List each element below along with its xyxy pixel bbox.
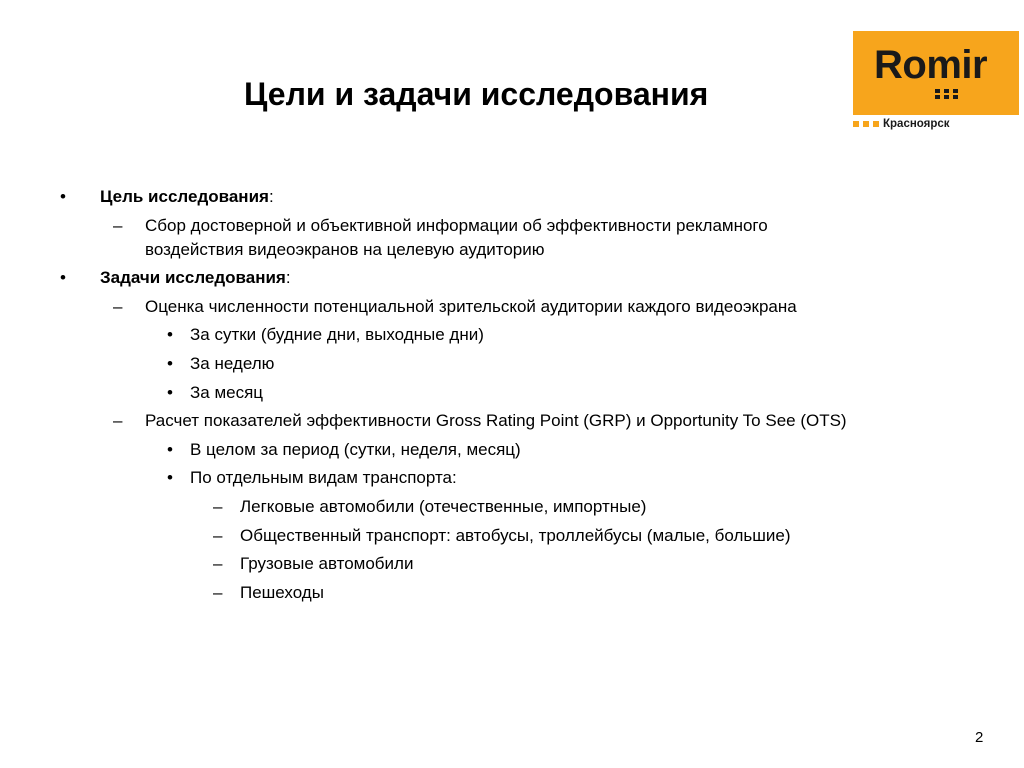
logo-dots-icon [935, 89, 967, 99]
transport-type: Грузовые автомобили [240, 554, 414, 573]
task-1-item: За сутки (будние дни, выходные дни) [190, 325, 484, 344]
bullet-marker: • [167, 440, 173, 459]
dash-marker: – [113, 216, 123, 235]
bullet-marker: • [167, 325, 173, 344]
transport-type: Пешеходы [240, 583, 324, 602]
tasks-heading-row [100, 266, 291, 290]
bullet-marker: • [60, 268, 66, 287]
goal-heading-row [100, 185, 274, 209]
romir-logo [853, 31, 1019, 115]
logo-brand-text: Romir [874, 43, 988, 87]
task-1: Оценка численности потенциальной зрительской аудитории каждого видеоэкрана [145, 297, 797, 316]
transport-type: Общественный транспорт: автобусы, троллейбусы (малые, большие) [240, 526, 791, 545]
task-2-item: По отдельным видам транспорта: [190, 468, 457, 487]
goal-colon: : [268, 187, 274, 206]
task-1-item: За месяц [190, 383, 264, 402]
task-2: Расчет показателей эффективности Gross Rating Point (GRP) и Opportunity To See (OTS) [145, 411, 847, 430]
dash-marker: – [213, 554, 223, 573]
city-dots-icon [853, 121, 881, 127]
slide-title: Цели и задачи исследования [244, 76, 709, 112]
task-2-item: В целом за период (сутки, неделя, месяц) [190, 440, 521, 459]
goal-heading: Цель исследования [100, 187, 269, 206]
page-number: 2 [975, 729, 984, 746]
dash-marker: – [213, 497, 223, 516]
bullet-marker: • [60, 187, 66, 206]
dash-marker: – [213, 583, 223, 602]
dash-marker: – [113, 411, 123, 430]
goal-text-line1: Сбор достоверной и объективной информации об эффективности рекламного [145, 216, 768, 235]
dash-marker: – [213, 526, 223, 545]
goal-text-line2: воздействия видеоэкранов на целевую аудиторию [145, 240, 545, 259]
tasks-heading: Задачи исследования [100, 268, 286, 287]
tasks-colon: : [285, 268, 291, 287]
logo-city-text: Красноярск [883, 118, 950, 130]
bullet-marker: • [167, 383, 173, 402]
task-1-item: За неделю [190, 354, 275, 373]
bullet-marker: • [167, 468, 173, 487]
dash-marker: – [113, 297, 123, 316]
bullet-marker: • [167, 354, 173, 373]
transport-type: Легковые автомобили (отечественные, импортные) [240, 497, 647, 516]
